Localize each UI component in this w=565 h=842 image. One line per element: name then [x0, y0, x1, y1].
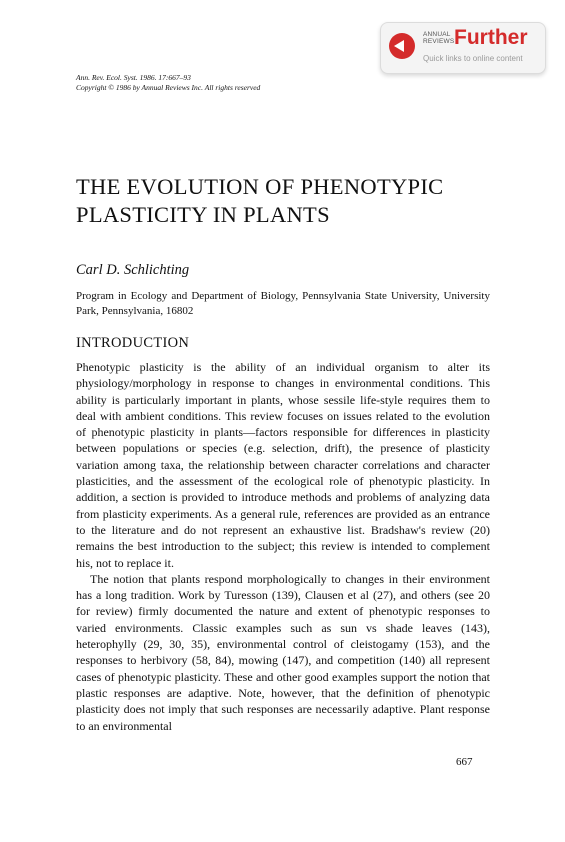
annual-reviews-logo-icon — [389, 33, 415, 59]
paragraph: The notion that plants respond morphologically to changes in their environment has a long tradition. Work by Turesson (139), Clausen et al (27), and others (see 20 for review) firmly documented the nature and extent of phenotypic responses to varied environments. Classic examples such as sun vs shade leaves (143), heterophylly (29, 30, 35), environmental control of cleistogamy (153), and the responses to herbivory (58, 84), mowing (147), and competition (140) all represent cases of phenotypic plasticity. These and other good examples support the notion that plastic responses are adaptive. Note, however, that the definition of phenotypic plasticity does not imply that such responses are necessarily adaptive. Plant response to an environmental — [76, 571, 490, 733]
paragraph: Phenotypic plasticity is the ability of an individual organism to alter its physiology/morphology in response to changes in environmental conditions. This ability is particularly important in plants, whose sessile life-style requires them to deal with ambient conditions. This review focuses on issues related to the evolution of phenotypic plasticity in plants—factors responsible for differences in plasticity between populations or species (e.g. selection, drift), the presence of plasticity variation among taxa, the relationship between character correlations and character plasticities, and the assessment of the ecological role of phenotypic plasticity. In addition, a section is provided to introduce methods and problems of analyzing data from plasticity experiments. As a general rule, references are provided as an entrance to the literature and do not represent an exhaustive list. Bradshaw's review (20) remains the best introduction to the subject; this review is intended to complement his, not to replace it. — [76, 360, 490, 570]
article-author: Carl D. Schlichting — [76, 262, 190, 278]
quick-links-tagline: Quick links to online content — [423, 54, 523, 63]
further-label: Further — [454, 26, 528, 49]
annual-reviews-label: ANNUAL REVIEWS — [423, 31, 455, 45]
journal-citation: Ann. Rev. Ecol. Syst. 1986. 17:667–93 — [76, 73, 191, 82]
further-banner[interactable] — [380, 22, 546, 74]
section-heading: INTRODUCTION — [76, 335, 190, 351]
page-number: 667 — [456, 756, 473, 768]
copyright-line: Copyright © 1986 by Annual Reviews Inc. All rights reserved — [76, 83, 261, 92]
author-affiliation: Program in Ecology and Department of Biology, Pennsylvania State University, University Park, Pennsylvania, 16802 — [76, 290, 490, 317]
article-title: THE EVOLUTION OF PHENOTYPIC PLASTICITY IN PLANTS — [76, 174, 444, 227]
article-body — [76, 359, 490, 734]
journal-header — [76, 73, 260, 93]
